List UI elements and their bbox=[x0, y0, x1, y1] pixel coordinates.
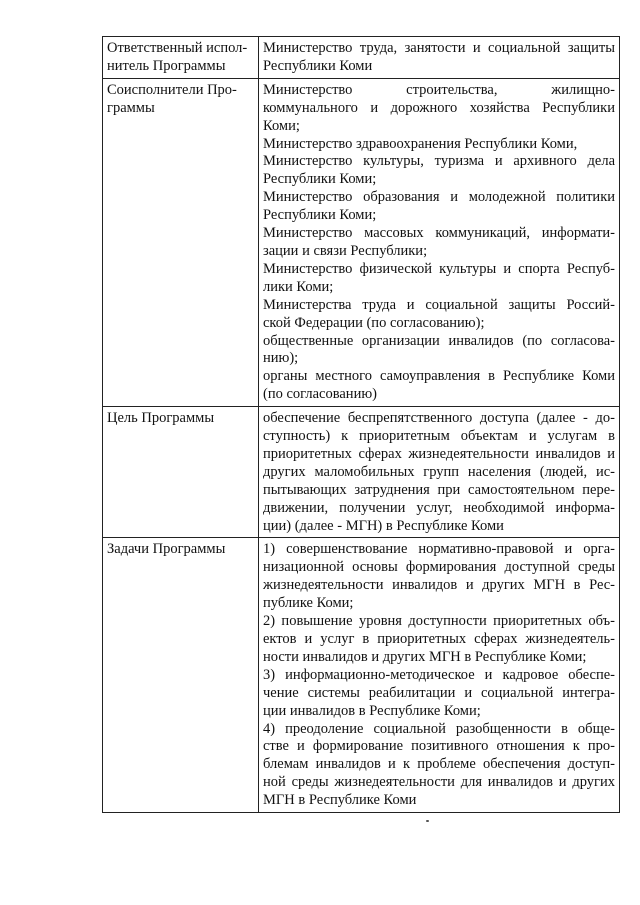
value-line: публике Коми; bbox=[263, 595, 354, 612]
value-line: общественные организации инвалидов (по согласова- bbox=[263, 332, 615, 349]
value-line: Коми; bbox=[263, 117, 300, 134]
value-line: приоритетных сферах жизнедеятельности инвалидов и bbox=[263, 445, 615, 462]
value-line: стве и формирование позитивного отношения к про- bbox=[263, 738, 615, 755]
value-line: 1) совершенствование нормативно-правовой и орга- bbox=[263, 541, 615, 558]
value-line: чение системы реабилитации и социальной интегра- bbox=[263, 684, 615, 701]
value-line: Республики Коми; bbox=[263, 171, 377, 188]
row-value-cell bbox=[259, 78, 620, 406]
value-line: Республики Коми; bbox=[263, 207, 377, 224]
value-line: 4) преодоление социальной разобщенности в обще- bbox=[263, 720, 615, 737]
value-line: нию); bbox=[263, 350, 299, 367]
label-line: нитель Программы bbox=[107, 57, 226, 74]
value-line: Министерство труда, занятости и социальной защиты bbox=[263, 40, 615, 56]
value-line: обеспечение беспрепятственного доступа (далее - до- bbox=[263, 410, 615, 427]
value-line: ступность) к приоритетным объектам и услугам в bbox=[263, 428, 615, 445]
value-line: ности инвалидов и других МГН в Республике Коми; bbox=[263, 648, 587, 665]
label-line: граммы bbox=[107, 99, 155, 116]
program-passport-table bbox=[102, 36, 620, 813]
value-line: низационной основы формирования доступной среды bbox=[263, 559, 615, 576]
value-line: Министерство образования и молодежной политики bbox=[263, 189, 615, 206]
value-line: Республики Коми bbox=[263, 57, 373, 74]
label-line: Соисполнители Про- bbox=[107, 81, 237, 98]
value-line: 3) информационно-методическое и кадровое обеспе- bbox=[263, 666, 615, 683]
value-line: 2) повышение уровня доступности приоритетных объ- bbox=[263, 613, 615, 630]
value-line: ной среды жизнедеятельности для инвалидов и других bbox=[263, 774, 615, 791]
value-line: ектов и услуг в приоритетных сферах жизнедеятель- bbox=[263, 631, 615, 647]
label-line: Задачи Программы bbox=[107, 541, 226, 558]
value-line: жизнедеятельности инвалидов и других МГН в Рес- bbox=[263, 577, 615, 594]
value-line: зации и связи Республики; bbox=[263, 242, 428, 259]
row-label-cell bbox=[103, 407, 259, 538]
value-line: других маломобильных групп населения (людей, ис- bbox=[263, 463, 615, 480]
row-label-cell bbox=[103, 37, 259, 79]
table-row-program-goal bbox=[103, 407, 620, 538]
row-label-cell bbox=[103, 538, 259, 813]
value-line: лики Коми; bbox=[263, 278, 334, 295]
value-line: Министерства труда и социальной защиты Россий- bbox=[263, 296, 615, 313]
value-line: (по согласованию) bbox=[263, 386, 377, 403]
value-line: ской Федерации (по согласованию); bbox=[263, 314, 485, 331]
row-value-cell bbox=[259, 538, 620, 813]
value-line: Министерство здравоохранения Республики Коми, bbox=[263, 135, 578, 152]
row-value-cell bbox=[259, 407, 620, 538]
row-value-cell bbox=[259, 37, 620, 79]
table-row-responsible-executor bbox=[103, 37, 620, 79]
label-line: Цель Программы bbox=[107, 410, 215, 427]
value-line: МГН в Республике Коми bbox=[263, 792, 417, 809]
value-line: ции) (далее - МГН) в Республике Коми bbox=[263, 517, 504, 534]
table-row-co-executors bbox=[103, 78, 620, 406]
value-line: коммунального и дорожного хозяйства Республики bbox=[263, 99, 615, 116]
value-line: ции инвалидов в Республике Коми; bbox=[263, 702, 481, 719]
value-line: Министерство массовых коммуникаций, информати- bbox=[263, 225, 615, 242]
table-row-program-tasks bbox=[103, 538, 620, 813]
scan-artifact bbox=[426, 820, 429, 822]
value-line: органы местного самоуправления в Республике Коми bbox=[263, 368, 615, 385]
value-line: Министерство культуры, туризма и архивного дела bbox=[263, 153, 615, 170]
value-line: Министерство физической культуры и спорта Респуб- bbox=[263, 260, 615, 277]
value-line: блемам инвалидов и к проблеме обеспечения доступ- bbox=[263, 756, 615, 773]
value-line: пытывающих затруднения при самостоятельном пере- bbox=[263, 481, 615, 498]
row-label-cell bbox=[103, 78, 259, 406]
label-line: Ответственный испол- bbox=[107, 40, 248, 56]
value-line: движении, получении услуг, необходимой информа- bbox=[263, 499, 615, 516]
value-line: Министерство строительства, жилищно- bbox=[263, 81, 615, 98]
